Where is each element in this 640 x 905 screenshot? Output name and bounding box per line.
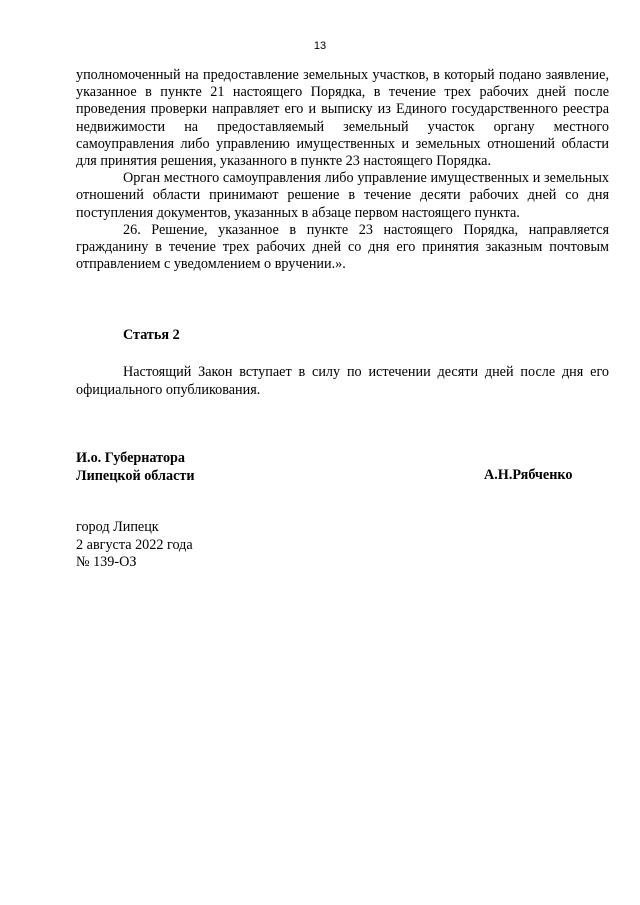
article-heading: Статья 2 <box>123 327 180 343</box>
signatory-name: А.Н.Рябченко <box>484 467 573 483</box>
paragraph-local-authority: Орган местного самоуправления либо управление имущественных и земельных отношений области принимают решение в течение десяти рабочих дней со дня поступления документов, указанных в абзаце первом настоящего пункта. <box>76 170 609 221</box>
signatory-title-line-2: Липецкой области <box>76 467 195 484</box>
paragraph-continuation: уполномоченный на предоставление земельных участков, в который подано заявление, указанное в пункте 21 настоящего Порядка, в течение трех рабочих дней после проведения проверки направляет его и выписку из Единого государственного реестра недвижимости на предоставляемый земельный участок органу местного самоуправления либо управлению имущественных и земельных отношений области для принятия решения, указанного в пункте 23 настоящего Порядка. <box>76 67 609 170</box>
article-text: Настоящий Закон вступает в силу по истечении десяти дней после дня его официального опубликования. <box>76 364 609 398</box>
page-number: 13 <box>313 40 327 52</box>
city: город Липецк <box>76 519 159 535</box>
law-date: 2 августа 2022 года <box>76 536 193 553</box>
document-body <box>76 67 609 273</box>
place-date-block <box>76 519 193 572</box>
paragraph-item-26: 26. Решение, указанное в пункте 23 настоящего Порядка, направляется гражданину в течение трех рабочих дней со дня его принятия заказным почтовым отправлением с уведомлением о вручении.». <box>76 221 609 273</box>
law-number: № 139-ОЗ <box>76 554 137 570</box>
signatory-title-line-1: И.о. Губернатора <box>76 450 186 466</box>
signatory-title <box>76 450 195 485</box>
